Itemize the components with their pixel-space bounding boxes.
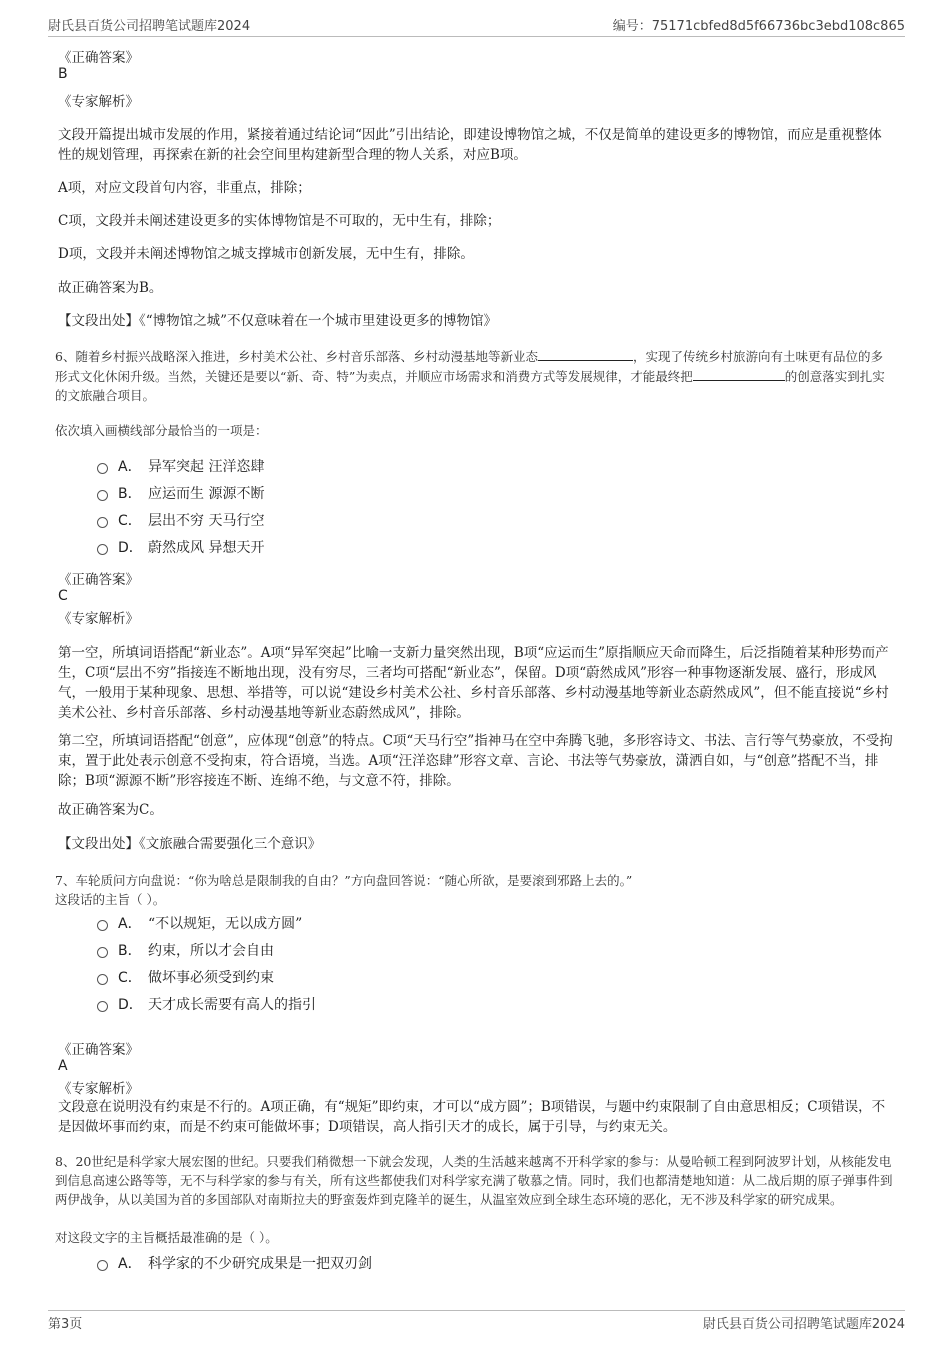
analysis-paragraph: 第二空，所填词语搭配“创意”，应体现“创意”的特点。C项“天马行空”指神马在空中奔腾飞驰，多形容诗文、书法、言行等气势豪放，不受拘束，置于此处表示创意不受拘束，符合语境，当选。A项“汪洋恣肆”形容文章、言论、书法等气势豪放，潇洒自如，与“创意”搭配不当，排除；B项“源源不断”形容接连不断、连绵不绝，与文意不符，排除。 bbox=[58, 733, 893, 789]
analysis-paragraph: 第一空，所填词语搭配“新业态”。A项“异军突起”比喻一支新力量突然出现，B项“应运而生”原指顺应天命而降生，后泛指随着某种形势而产生，C项“层出不穷”指接连不断地出现，没有穷尽，三者均可搭配“新业态”，保留。D项“蔚然成风”形容一种事物逐渐发展、盛行，形成风气，一般用于某种现象、思想、举措等，可以说“建设乡村美术公社、乡村音乐部落、乡村动漫基地等新业态蔚然成风”，但不能直接说“乡村美术公社、乡村音乐部落、乡村动漫基地等新业态蔚然成风”，排除。 bbox=[58, 645, 889, 721]
radio-icon[interactable] bbox=[97, 1001, 108, 1012]
option-c[interactable]: C． 做坏事必须受到约束 bbox=[97, 966, 316, 988]
radio-icon[interactable] bbox=[97, 490, 108, 501]
options-list bbox=[97, 912, 316, 1015]
option-b[interactable]: B． 约束，所以才会自由 bbox=[97, 939, 316, 961]
option-a[interactable]: A． 科学家的不少研究成果是一把双刃剑 bbox=[97, 1252, 372, 1274]
radio-icon[interactable] bbox=[97, 1260, 108, 1271]
correct-answer-label: 《正确答案》 bbox=[58, 50, 139, 66]
option-d[interactable]: D． 天才成长需要有高人的指引 bbox=[97, 993, 316, 1015]
correct-answer-value: B bbox=[58, 66, 68, 82]
radio-icon[interactable] bbox=[97, 517, 108, 528]
question-prompt: 依次填入画横线部分最恰当的一项是： bbox=[55, 423, 268, 438]
radio-icon[interactable] bbox=[97, 920, 108, 931]
radio-icon[interactable] bbox=[97, 947, 108, 958]
question-stem: 7、车轮质问方向盘说：“你为啥总是限制我的自由？”方向盘回答说：“随心所欲，是要滚到邪路上去的。” bbox=[55, 873, 633, 888]
page-number: 第3页 bbox=[48, 1317, 83, 1332]
analysis-paragraph: D项，文段并未阐述博物馆之城支撑城市创新发展，无中生有，排除。 bbox=[58, 246, 474, 262]
footer-title: 尉氏县百货公司招聘笔试题库2024 bbox=[702, 1317, 905, 1332]
analysis-paragraph: 文段意在说明没有约束是不行的。A项正确，有“规矩”即约束，才可以“成方圆”；B项错误，与题中约束限制了自由意思相反；C项错误，不是因做坏事而约束，而是不约束可能做坏事；D项错误，高人指引天才的成长，属于引导，与约束无关。 bbox=[58, 1099, 886, 1135]
radio-icon[interactable] bbox=[97, 544, 108, 555]
radio-icon[interactable] bbox=[97, 463, 108, 474]
correct-answer-value: A bbox=[58, 1058, 68, 1074]
analysis-conclusion: 故正确答案为C。 bbox=[58, 802, 163, 818]
option-a[interactable]: A． “不以规矩，无以成方圆” bbox=[97, 912, 316, 934]
expert-analysis-label: 《专家解析》 bbox=[58, 1081, 139, 1097]
options-list bbox=[97, 455, 264, 558]
question-stem: 6、随着乡村振兴战略深入推进，乡村美术公社、乡村音乐部落、乡村动漫基地等新业态 ，实现了传统乡村旅游向有土味更有品位的多形式文化休闲升级。当然，关键还是要以“新、奇、特”为卖点，并顺应市场需求和消费方式等发展规律，才能最终把 的创意落实到扎实的文旅融合项目。 bbox=[55, 346, 895, 405]
correct-answer-label: 《正确答案》 bbox=[58, 572, 139, 588]
analysis-paragraph: 文段开篇提出城市发展的作用，紧接着通过结论词“因此”引出结论，即建设博物馆之城，不仅是简单的建设更多的博物馆，而应是重视整体性的规划管理，再探索在新的社会空间里构建新型合理的物人关系，对应B项。 bbox=[58, 127, 882, 163]
radio-icon[interactable] bbox=[97, 974, 108, 985]
correct-answer-value: C bbox=[58, 588, 68, 604]
expert-analysis-label: 《专家解析》 bbox=[58, 94, 139, 110]
header-divider bbox=[48, 36, 905, 37]
question-stem: 8、20世纪是科学家大展宏图的世纪。只要我们稍微想一下就会发现，人类的生活越来越离不开科学家的参与：从曼哈顿工程到阿波罗计划，从核能发电到信息高速公路等等，无不与科学家的参与有关，所有这些都使我们对科学家充满了敬慕之情。同时，我们也都清楚地知道：从二战后期的原子弹事件到两伊战争，从以美国为首的多国部队对南斯拉夫的野蛮轰炸到克隆羊的诞生，从温室效应到全球生态环境的恶化，无不涉及科学家的研究成果。 bbox=[55, 1154, 893, 1207]
header-title: 尉氏县百货公司招聘笔试题库2024 bbox=[48, 19, 251, 34]
document-id: 编号：75171cbfed8d5f66736bc3ebd108c865 bbox=[612, 19, 905, 34]
source-citation: 【文段出处】《文旅融合需要强化三个意识》 bbox=[58, 836, 322, 852]
option-a[interactable]: A． 异军突起 汪洋恣肆 bbox=[97, 455, 264, 477]
expert-analysis-label: 《专家解析》 bbox=[58, 611, 139, 627]
option-b[interactable]: B． 应运而生 源源不断 bbox=[97, 482, 264, 504]
option-d[interactable]: D． 蔚然成风 异想天开 bbox=[97, 536, 264, 558]
options-list bbox=[97, 1252, 372, 1274]
analysis-conclusion: 故正确答案为B。 bbox=[58, 280, 163, 296]
analysis-paragraph: A项，对应文段首句内容，非重点，排除； bbox=[58, 180, 311, 196]
analysis-paragraph: C项，文段并未阐述建设更多的实体博物馆是不可取的，无中生有，排除； bbox=[58, 213, 501, 229]
fill-blank-1 bbox=[538, 346, 633, 361]
question-prompt: 对这段文字的主旨概括最准确的是（ ）。 bbox=[55, 1230, 278, 1245]
source-citation: 【文段出处】《“博物馆之城”不仅意味着在一个城市里建设更多的博物馆》 bbox=[58, 313, 498, 329]
fill-blank-2 bbox=[693, 366, 785, 381]
question-prompt: 这段话的主旨（ ）。 bbox=[55, 892, 166, 907]
footer-divider bbox=[48, 1310, 905, 1311]
correct-answer-label: 《正确答案》 bbox=[58, 1042, 139, 1058]
option-c[interactable]: C． 层出不穷 天马行空 bbox=[97, 509, 264, 531]
